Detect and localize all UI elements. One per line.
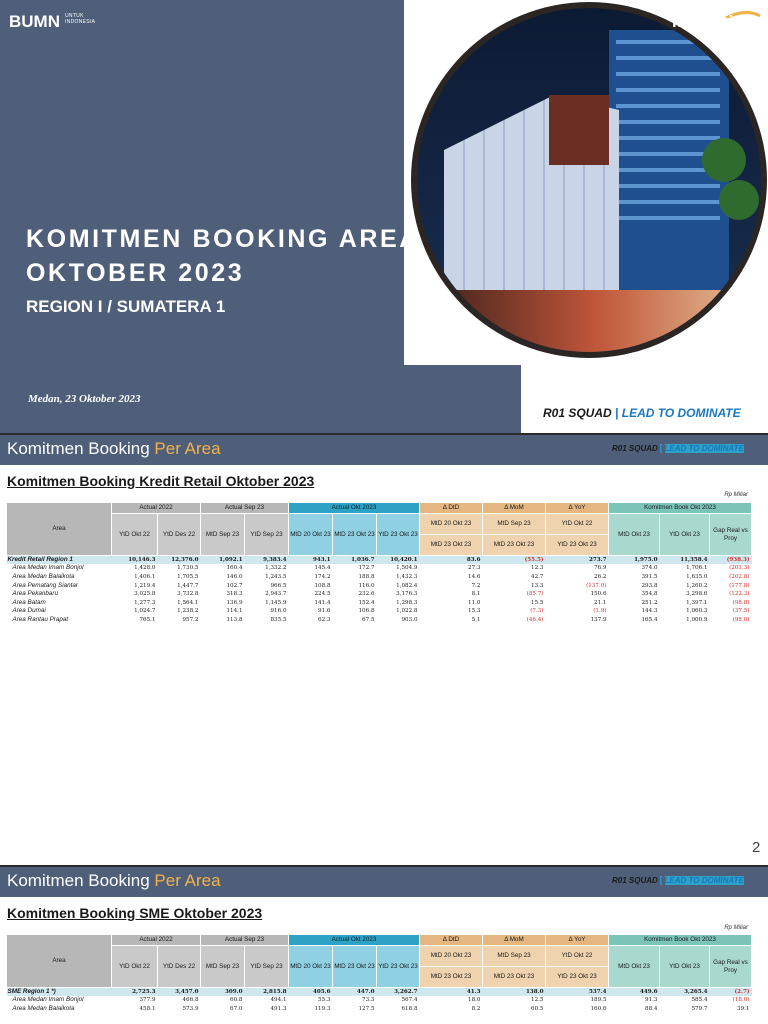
col-ytd23-okt23: YtD 23 Okt 23 [377, 514, 420, 556]
col-ytd23-okt23: YtD 23 Okt 23 [377, 946, 420, 988]
table-cell: 26.2 [594, 573, 607, 580]
table-cell: 60.8 [230, 997, 243, 1004]
col-mtd20-okt23: MtD 20 Okt 23 [289, 514, 333, 556]
col-mtd-sep23: MtD Sep 23 [201, 514, 245, 556]
table-cell: 2,815.8 [245, 988, 289, 997]
col-mtd20-okt23: MtD 20 Okt 23 [289, 946, 333, 988]
unit-label: Rp Miliar [724, 925, 748, 931]
col-yoy-bottom: YtD 23 Okt 23 [546, 967, 609, 988]
table-cell: 127.5 [358, 1005, 375, 1012]
table-cell: (1.9) [593, 608, 607, 615]
table-cell: 188.8 [358, 573, 375, 580]
table-cell: 138.0 [483, 988, 546, 997]
slide-header [0, 435, 768, 465]
table-cell: 1,024.7 [134, 608, 156, 615]
table-cell: 573.9 [182, 1005, 199, 1012]
group-mom: Δ MoM [483, 503, 546, 514]
col-dtd-bottom: MtD 23 Okt 23 [420, 535, 483, 556]
table-cell: 537.4 [546, 988, 609, 997]
table-cell: 13.3 [531, 582, 544, 589]
table-cell: 1,238.2 [177, 608, 199, 615]
area-name: Area Medan Imam Bonjol [12, 996, 84, 1004]
table-cell: (98.0) [732, 616, 750, 623]
table-cell: 18.0 [468, 997, 481, 1004]
table-cell: 7.2 [471, 582, 481, 589]
table-cell: 1,705.5 [177, 573, 199, 580]
table-cell: 966.5 [270, 582, 287, 589]
col-gap: Gap Real vs Proy [710, 514, 752, 556]
table-cell: 1,635.0 [686, 573, 708, 580]
table-cell: 76.9 [594, 565, 607, 572]
table-cell: 1,298.3 [396, 599, 418, 606]
table-cell: 3,298.6 [686, 591, 708, 598]
table-cell: 91.6 [318, 608, 331, 615]
table-cell: 152.4 [358, 599, 375, 606]
table-cell: 146.0 [226, 573, 243, 580]
table-cell: 11,358.4 [660, 556, 710, 565]
table-cell: 14.6 [468, 573, 481, 580]
col-kom-ytd: YtD Okt 23 [660, 514, 710, 556]
col-dtd-top: MtD 20 Okt 23 [420, 514, 483, 535]
table-cell: 106.8 [358, 608, 375, 615]
unit-label: Rp Miliar [724, 492, 748, 498]
table-cell: 11.0 [468, 599, 481, 606]
table-cell: 150.6 [590, 591, 607, 598]
table-cell: 309.0 [201, 988, 245, 997]
table-cell: 1,243.5 [265, 573, 287, 580]
table-cell: 1,406.1 [134, 573, 156, 580]
area-name: Area Rantau Prapat [12, 615, 69, 623]
col-yoy-top: YtD Okt 22 [546, 946, 609, 967]
table-cell: 2,725.3 [112, 988, 158, 997]
table-cell: (122.3) [729, 591, 750, 598]
table-cell: 12.3 [531, 565, 544, 572]
table-title: Komitmen Booking Kredit Retail Oktober 2023 [7, 473, 315, 489]
table-cell: 119.3 [314, 1005, 331, 1012]
area-name: Area Medan Balaikota [12, 1004, 75, 1012]
area-name: Area Batam [12, 598, 46, 606]
table-cell: 1,145.9 [265, 599, 287, 606]
table-cell: 458.1 [139, 1005, 156, 1012]
table-cell: 3,262.7 [377, 988, 420, 997]
sme-table [6, 934, 752, 1013]
mandiri-logo-text: mandiri [672, 12, 734, 31]
col-ytd-okt22: YtD Okt 22 [112, 514, 158, 556]
area-name: Area Medan Imam Bonjol [12, 564, 84, 572]
table-cell: 1,564.1 [177, 599, 199, 606]
table-cell: 374.0 [641, 565, 658, 572]
retail-table [6, 502, 752, 624]
area-name: Kredit Retail Region 1 [7, 556, 112, 565]
table-cell: 903.0 [401, 616, 418, 623]
table-cell: 42.7 [531, 573, 544, 580]
table-cell: 391.5 [641, 573, 658, 580]
table-cell: 405.6 [289, 988, 333, 997]
bumn-logo: BUMN [9, 12, 60, 31]
table-cell: 3,176.3 [396, 591, 418, 598]
bumn-logo-subtext: UNTUK INDONESIA [65, 13, 96, 25]
cover-subtitle: REGION I / SUMATERA 1 [26, 297, 226, 316]
table-cell: 174.2 [314, 573, 331, 580]
slide-sme [0, 867, 768, 1024]
table-row [7, 564, 752, 573]
cover-date: Medan, 23 Oktober 2023 [28, 393, 141, 405]
table-cell: 67.5 [362, 616, 375, 623]
group-yoy: Δ YoY [546, 935, 609, 946]
col-ytd-sep23: YtD Sep 23 [245, 946, 289, 988]
area-name: Area Pematang Siantar [12, 581, 78, 589]
table-cell: 293.8 [641, 582, 658, 589]
table-cell: 835.5 [270, 616, 287, 623]
table-row [7, 581, 752, 590]
table-cell: 189.5 [590, 997, 607, 1004]
table-cell: 160.4 [226, 565, 243, 572]
group-dtd: Δ DtD [420, 503, 483, 514]
table-cell: (938.3) [710, 556, 752, 565]
table-cell: 2,943.7 [265, 591, 287, 598]
table-cell: 251.2 [641, 599, 658, 606]
building-photo [404, 0, 768, 365]
table-cell: 567.4 [401, 997, 418, 1004]
table-cell: 1,730.5 [177, 565, 199, 572]
col-mom-bottom: MtD 23 Okt 23 [483, 967, 546, 988]
col-mtd23-okt23: MtD 23 Okt 23 [333, 946, 377, 988]
cover-slide [0, 0, 768, 433]
group-actual-2022: Actual 2022 [112, 503, 201, 514]
table-cell: 1,000.9 [686, 616, 708, 623]
area-name: Area Medan Balaikota [12, 572, 75, 580]
table-cell: 113.8 [226, 616, 243, 623]
table-cell: 67.0 [230, 1005, 243, 1012]
table-cell: 1,060.3 [686, 608, 708, 615]
table-cell: (85.7) [526, 591, 544, 598]
table-cell: 8.2 [471, 1005, 481, 1012]
table-cell: 957.2 [182, 616, 199, 623]
slide-header-title: Komitmen Booking Per Area [7, 871, 221, 890]
table-cell: 3,732.8 [177, 591, 199, 598]
group-yoy: Δ YoY [546, 503, 609, 514]
table-cell: (177.8) [729, 582, 750, 589]
table-cell: 579.7 [691, 1005, 708, 1012]
area-name: Area Pekanbaru [12, 590, 59, 598]
table-cell: 116.0 [358, 582, 375, 589]
table-cell: 491.3 [270, 1005, 287, 1012]
table-cell: 12,376.0 [158, 556, 201, 565]
col-mtd-sep23: MtD Sep 23 [201, 946, 245, 988]
col-kom-mtd: MtD Okt 23 [609, 514, 660, 556]
table-cell: (18.0) [732, 997, 750, 1004]
group-actual-okt23: Actual Okt 2023 [289, 935, 420, 946]
table-cell: 1,022.8 [396, 608, 418, 615]
col-kom-ytd: YtD Okt 23 [660, 946, 710, 988]
table-cell: 916.0 [270, 608, 287, 615]
table-cell: 765.1 [139, 616, 156, 623]
table-cell: 91.3 [645, 997, 658, 1004]
table-cell: 232.6 [358, 591, 375, 598]
table-cell: 1,706.1 [686, 565, 708, 572]
table-cell: 9,383.4 [245, 556, 289, 565]
table-cell: 318.3 [226, 591, 243, 598]
table-cell: 21.1 [594, 599, 607, 606]
table-cell: 1,447.7 [177, 582, 199, 589]
col-mtd23-okt23: MtD 23 Okt 23 [333, 514, 377, 556]
table-cell: 466.8 [182, 997, 199, 1004]
col-dtd-bottom: MtD 23 Okt 23 [420, 967, 483, 988]
table-row [7, 607, 752, 616]
group-dtd: Δ DtD [420, 935, 483, 946]
table-cell: (55.5) [483, 556, 546, 565]
table-cell: 943.1 [289, 556, 333, 565]
table-cell: (98.8) [732, 599, 750, 606]
table-cell: (37.5) [732, 608, 750, 615]
table-cell: 1,975.0 [609, 556, 660, 565]
table-cell: 60.5 [531, 1005, 544, 1012]
table-cell: (137.0) [586, 582, 607, 589]
table-cell: 137.9 [590, 616, 607, 623]
table-cell: 88.4 [645, 1005, 658, 1012]
group-komitmen: Komitmen Book Okt 2023 [609, 935, 752, 946]
table-cell: 377.9 [139, 997, 156, 1004]
table-cell: 145.4 [314, 565, 331, 572]
table-total-row [7, 988, 752, 997]
table-row [7, 616, 752, 625]
table-cell: 1,504.9 [396, 565, 418, 572]
table-cell: 1,036.7 [333, 556, 377, 565]
col-area: Area [7, 935, 112, 988]
table-cell: 1,397.1 [686, 599, 708, 606]
table-cell: 449.6 [609, 988, 660, 997]
col-dtd-top: MtD 20 Okt 23 [420, 946, 483, 967]
col-ytd-des22: YtD Des 22 [158, 514, 201, 556]
table-cell: 1,082.4 [396, 582, 418, 589]
table-row [7, 996, 752, 1005]
col-area: Area [7, 503, 112, 556]
table-cell: 172.7 [358, 565, 375, 572]
table-cell: 39.1 [737, 1005, 750, 1012]
table-cell: 585.4 [691, 997, 708, 1004]
slide-retail [0, 435, 768, 865]
group-actual-2022: Actual 2022 [112, 935, 201, 946]
col-ytd-okt22: YtD Okt 22 [112, 946, 158, 988]
slide-header-title: Komitmen Booking Per Area [7, 439, 221, 458]
table-cell: 108.8 [314, 582, 331, 589]
table-cell: (2.7) [710, 988, 752, 997]
col-kom-mtd: MtD Okt 23 [609, 946, 660, 988]
table-cell: 165.4 [641, 616, 658, 623]
table-cell: 141.4 [314, 599, 331, 606]
group-actual-sep23: Actual Sep 23 [201, 935, 289, 946]
table-cell: 62.3 [318, 616, 331, 623]
table-cell: 10,146.3 [112, 556, 158, 565]
col-mom-top: MtD Sep 23 [483, 946, 546, 967]
table-cell: 114.1 [226, 608, 243, 615]
table-cell: 83.6 [420, 556, 483, 565]
table-cell: 144.3 [641, 608, 658, 615]
table-cell: 41.3 [420, 988, 483, 997]
table-cell: 10,420.1 [377, 556, 420, 565]
table-title: Komitmen Booking SME Oktober 2023 [7, 905, 263, 921]
table-cell: 1,332.2 [265, 565, 287, 572]
table-row [7, 1005, 752, 1014]
group-actual-sep23: Actual Sep 23 [201, 503, 289, 514]
col-yoy-top: YtD Okt 22 [546, 514, 609, 535]
table-cell: 1,432.3 [396, 573, 418, 580]
area-name: SME Region 1 *) [7, 988, 112, 997]
slide-header-tagline: R01 SQUAD | LEAD TO DOMINATE [612, 444, 744, 453]
page-number: 2 [752, 839, 761, 856]
table-cell: 15.5 [531, 599, 544, 606]
col-ytd-sep23: YtD Sep 23 [245, 514, 289, 556]
table-cell: 102.7 [226, 582, 243, 589]
area-name: Area Dumai [12, 607, 46, 615]
table-cell: 1,428.0 [134, 565, 156, 572]
table-row [7, 573, 752, 582]
table-cell: 5.1 [471, 616, 481, 623]
table-cell: 1,260.2 [686, 582, 708, 589]
col-gap: Gap Real vs Proy [710, 946, 752, 988]
table-cell: 27.3 [468, 565, 481, 572]
table-cell: 494.1 [270, 997, 287, 1004]
table-cell: (202.8) [729, 573, 750, 580]
col-ytd-des22: YtD Des 22 [158, 946, 201, 988]
table-cell: (7.3) [530, 608, 544, 615]
table-cell: 12.5 [531, 997, 544, 1004]
slide-header-tagline: R01 SQUAD | LEAD TO DOMINATE [612, 876, 744, 885]
table-cell: 136.9 [226, 599, 243, 606]
table-cell: (201.3) [729, 565, 750, 572]
group-mom: Δ MoM [483, 935, 546, 946]
table-cell: 1,277.3 [134, 599, 156, 606]
table-cell: 354.8 [641, 591, 658, 598]
col-mom-top: MtD Sep 23 [483, 514, 546, 535]
squad-tagline: R01 SQUAD | LEAD TO DOMINATE [543, 406, 741, 420]
table-cell: 160.6 [590, 1005, 607, 1012]
table-cell: 618.8 [401, 1005, 418, 1012]
table-total-row [7, 556, 752, 565]
table-cell: 73.3 [362, 997, 375, 1004]
table-cell: 55.3 [318, 997, 331, 1004]
col-yoy-bottom: YtD 23 Okt 23 [546, 535, 609, 556]
group-actual-okt23: Actual Okt 2023 [289, 503, 420, 514]
table-cell: 224.5 [314, 591, 331, 598]
col-mom-bottom: MtD 23 Okt 23 [483, 535, 546, 556]
table-cell: 447.0 [333, 988, 377, 997]
table-cell: (46.4) [526, 616, 544, 623]
table-cell: 273.7 [546, 556, 609, 565]
table-cell: 3,025.8 [134, 591, 156, 598]
table-cell: 8.1 [471, 591, 481, 598]
slide-header [0, 867, 768, 897]
table-cell: 1,092.1 [201, 556, 245, 565]
group-komitmen: Komitmen Book Okt 2023 [609, 503, 752, 514]
table-cell: 15.3 [468, 608, 481, 615]
table-row [7, 598, 752, 607]
cover-title: KOMITMEN BOOKING AREA OKTOBER 2023 [26, 225, 420, 287]
table-row [7, 590, 752, 599]
table-cell: 1,219.4 [134, 582, 156, 589]
table-cell: 3,457.0 [158, 988, 201, 997]
table-cell: 3,265.4 [660, 988, 710, 997]
